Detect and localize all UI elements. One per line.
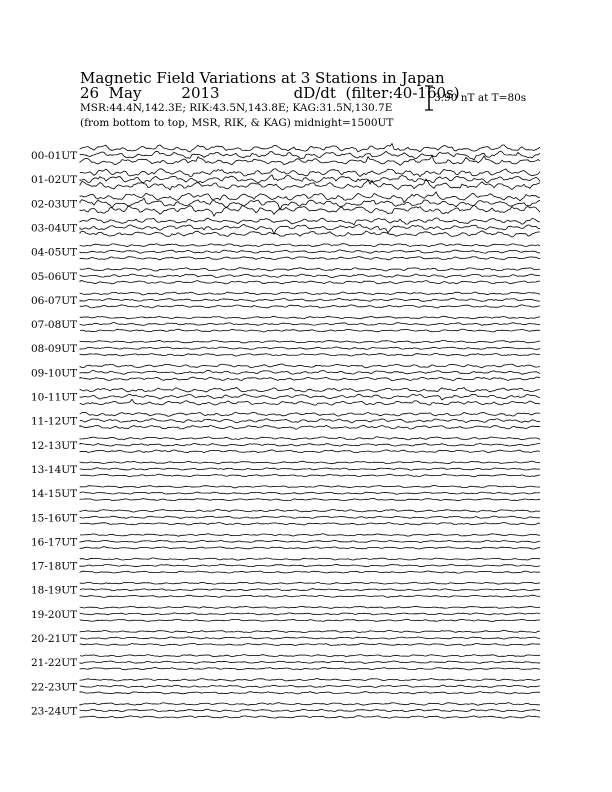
trace-KAG — [80, 606, 540, 608]
trace-MSR — [80, 156, 540, 166]
trace-RIK — [80, 637, 540, 639]
trace-RIK — [80, 224, 540, 234]
row-label: 11-12UT — [31, 415, 78, 428]
hour-row-06-07UT — [31, 292, 540, 308]
trace-MSR — [80, 571, 540, 573]
hour-row-22-23UT — [31, 679, 540, 695]
trace-MSR — [80, 281, 540, 284]
trace-RIK — [80, 468, 540, 470]
row-label: 05-06UT — [31, 270, 78, 283]
hour-row-12-13UT — [31, 437, 540, 453]
row-label: 01-02UT — [31, 174, 78, 187]
trace-RIK — [80, 564, 540, 566]
row-label: 23-24UT — [31, 705, 78, 718]
filter-label: (filter:40-160s) — [345, 84, 460, 102]
hour-row-10-11UT — [31, 387, 540, 405]
hour-row-16-17UT — [31, 534, 540, 549]
hour-row-00-01UT — [31, 144, 540, 166]
trace-RIK — [80, 370, 540, 374]
trace-KAG — [80, 509, 540, 512]
trace-MSR — [80, 619, 540, 621]
date-month: May — [108, 84, 142, 102]
trace-RIK — [80, 613, 540, 615]
trace-MSR — [80, 668, 540, 670]
trace-RIK — [80, 443, 540, 446]
trace-KAG — [80, 655, 540, 657]
row-label: 09-10UT — [31, 367, 78, 380]
chart-title: Magnetic Field Variations at 3 Stations in Japan — [80, 69, 445, 87]
hour-row-18-19UT — [31, 582, 540, 597]
row-label: 02-03UT — [31, 198, 78, 211]
trace-MSR — [80, 425, 540, 429]
trace-KAG — [80, 485, 540, 487]
row-label: 16-17UT — [31, 536, 78, 549]
row-label: 12-13UT — [31, 439, 78, 452]
trace-RIK — [80, 347, 540, 350]
row-label: 06-07UT — [31, 294, 78, 307]
hour-row-19-20UT — [31, 606, 540, 621]
trace-MSR — [80, 716, 540, 718]
station-coordinates: MSR:44.4N,142.3E; RIK:43.5N,143.8E; KAG:31.5N,130.7E — [80, 102, 393, 114]
row-label: 19-20UT — [31, 608, 78, 621]
trace-MSR — [80, 257, 540, 260]
row-label: 21-22UT — [31, 657, 78, 670]
hour-row-05-06UT — [31, 268, 540, 284]
trace-RIK — [80, 394, 540, 400]
trace-KAG — [80, 437, 540, 440]
row-label: 14-15UT — [31, 488, 78, 501]
hour-row-15-16UT — [31, 509, 540, 525]
trace-MSR — [80, 353, 540, 356]
trace-RIK — [80, 661, 540, 664]
hour-row-23-24UT — [31, 703, 540, 719]
trace-KAG — [80, 630, 540, 632]
trace-KAG — [80, 292, 540, 295]
trace-KAG — [80, 268, 540, 272]
hour-row-21-22UT — [31, 655, 540, 670]
scale-bar-label: 3.90 nT at T=80s — [434, 92, 527, 104]
row-label: 13-14UT — [31, 463, 78, 476]
row-label: 03-04UT — [31, 222, 78, 235]
trace-RIK — [80, 175, 540, 183]
trace-RIK — [80, 540, 540, 542]
trace-RIK — [80, 274, 540, 278]
row-label: 10-11UT — [31, 391, 78, 404]
trace-RIK — [80, 323, 540, 326]
trace-MSR — [80, 523, 540, 526]
hour-row-13-14UT — [31, 461, 540, 477]
trace-KAG — [80, 364, 540, 368]
date-day: 26 — [80, 84, 100, 102]
quantity-label: dD/dt — [293, 84, 336, 102]
row-label: 22-23UT — [31, 681, 78, 694]
date-year: 2013 — [181, 84, 220, 102]
trace-KAG — [80, 192, 540, 203]
trace-KAG — [80, 461, 540, 464]
trace-MSR — [80, 547, 540, 550]
trace-MSR — [80, 692, 540, 695]
trace-MSR — [80, 643, 540, 645]
trace-KAG — [80, 144, 540, 152]
trace-MSR — [80, 498, 540, 500]
trace-MSR — [80, 595, 540, 597]
trace-RIK — [80, 419, 540, 423]
row-label: 15-16UT — [31, 512, 78, 525]
trace-MSR — [80, 474, 540, 477]
trace-MSR — [80, 305, 540, 308]
trace-KAG — [80, 169, 540, 177]
trace-RIK — [80, 151, 540, 160]
trace-RIK — [80, 685, 540, 687]
hour-row-20-21UT — [31, 630, 540, 645]
trace-KAG — [80, 341, 540, 344]
trace-RIK — [80, 516, 540, 518]
trace-KAG — [80, 534, 540, 537]
row-label: 07-08UT — [31, 319, 78, 332]
hour-row-14-15UT — [31, 485, 540, 500]
trace-KAG — [80, 218, 540, 225]
trace-MSR — [80, 231, 540, 237]
row-label: 00-01UT — [31, 150, 78, 162]
trace-KAG — [80, 244, 540, 247]
hour-row-17-18UT — [31, 558, 540, 573]
hour-row-02-03UT — [31, 192, 540, 216]
trace-MSR — [80, 377, 540, 381]
hour-row-01-02UT — [31, 169, 540, 190]
trace-MSR — [80, 205, 540, 216]
row-label: 08-09UT — [31, 343, 78, 356]
row-label: 20-21UT — [31, 633, 78, 645]
trace-KAG — [80, 582, 540, 584]
trace-KAG — [80, 558, 540, 560]
row-label: 04-05UT — [31, 246, 78, 259]
trace-MSR — [80, 450, 540, 453]
hour-row-09-10UT — [31, 364, 540, 381]
hour-row-11-12UT — [31, 412, 540, 429]
trace-KAG — [80, 387, 540, 392]
hour-row-08-09UT — [31, 341, 540, 357]
trace-RIK — [80, 709, 540, 711]
trace-KAG — [80, 316, 540, 319]
trace-MSR — [80, 399, 540, 405]
trace-KAG — [80, 679, 540, 682]
hour-row-03-04UT — [31, 218, 540, 237]
trace-order-note: (from bottom to top, MSR, RIK, & KAG) midnight=1500UT — [80, 117, 394, 129]
hour-row-04-05UT — [31, 244, 540, 260]
trace-KAG — [80, 703, 540, 706]
trace-RIK — [80, 589, 540, 591]
trace-RIK — [80, 298, 540, 301]
trace-RIK — [80, 250, 540, 253]
trace-MSR — [80, 329, 540, 332]
row-label: 17-18UT — [31, 560, 78, 573]
hour-row-07-08UT — [31, 316, 540, 332]
row-label: 18-19UT — [31, 584, 78, 597]
trace-RIK — [80, 492, 540, 494]
trace-KAG — [80, 412, 540, 416]
